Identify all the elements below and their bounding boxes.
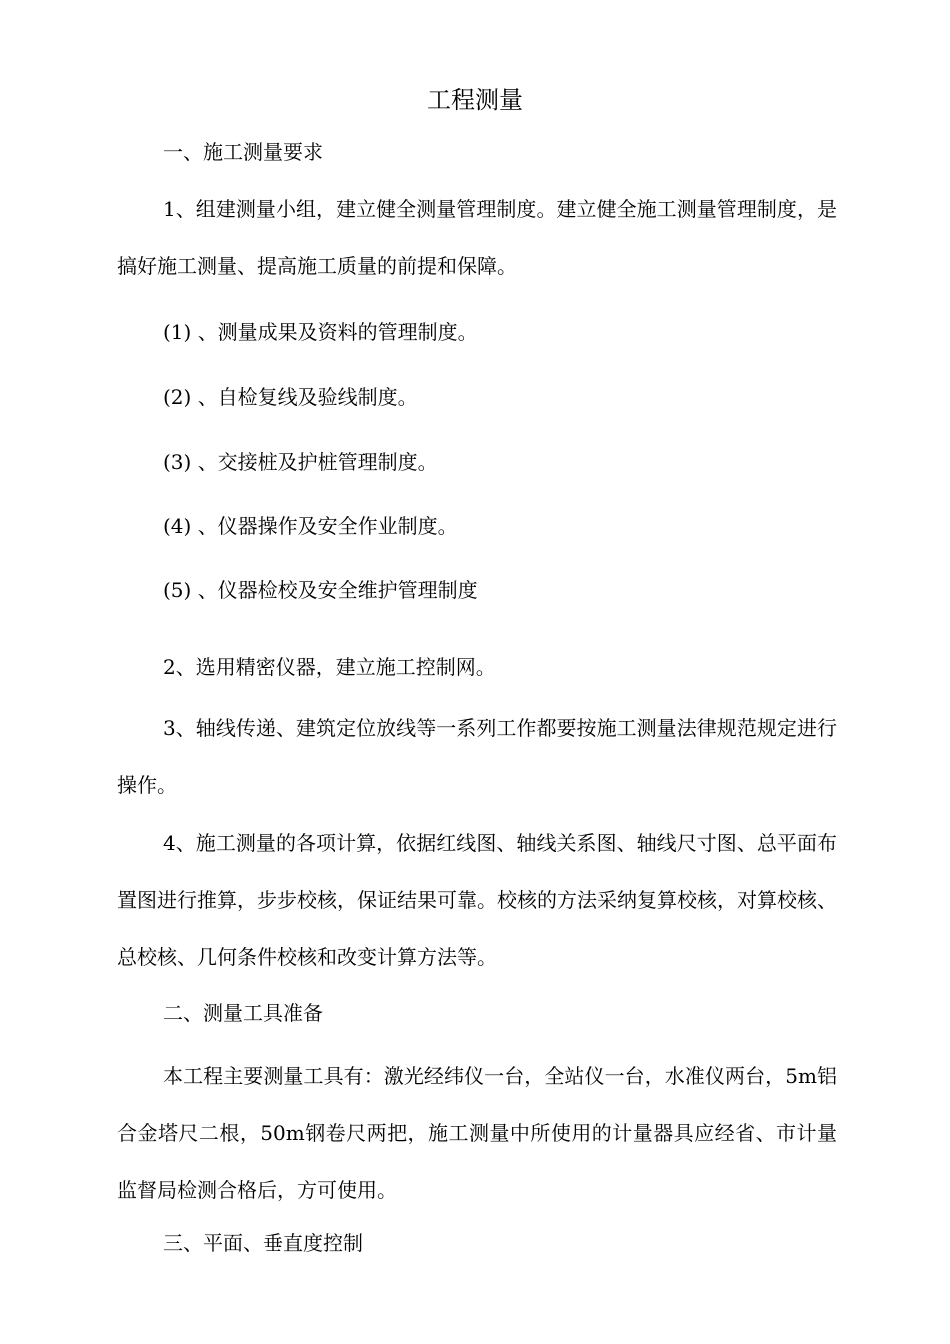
section-heading-2: 二、测量工具准备 — [163, 1001, 323, 1025]
list-item-2: (2) 、自检复线及验线制度。 — [163, 385, 418, 409]
paragraph-5: 本工程主要测量工具有：激光经纬仪一台，全站仪一台，水准仪两台，5m铝合金塔尺二根，50m钢卷尺两把，施工测量中所使用的计量器具应经省、市计量监督局检测合格后，方可使用。 — [117, 1064, 837, 1202]
paragraph-1: 1、组建测量小组，建立健全测量管理制度。建立健全施工测量管理制度，是搞好施工测量、提高施工质量的前提和保障。 — [117, 197, 837, 278]
paragraph-4: 4、施工测量的各项计算，依据红线图、轴线关系图、轴线尺寸图、总平面布置图进行推算，步步校核，保证结果可靠。校核的方法采纳复算校核，对算校核、总校核、几何条件校核和改变计算方法等。 — [117, 831, 837, 969]
list-item-3: (3) 、交接桩及护桩管理制度。 — [163, 450, 438, 474]
document-title: 工程测量 — [427, 86, 523, 114]
list-item-5: (5) 、仪器检校及安全维护管理制度 — [163, 578, 478, 602]
paragraph-3: 3、轴线传递、建筑定位放线等一系列工作都要按施工测量法律规范规定进行操作。 — [117, 716, 837, 797]
paragraph-2: 2、选用精密仪器，建立施工控制网。 — [163, 655, 496, 679]
section-heading-3: 三、平面、垂直度控制 — [163, 1231, 363, 1255]
list-item-4: (4) 、仪器操作及安全作业制度。 — [163, 514, 458, 538]
section-heading-1: 一、施工测量要求 — [163, 140, 323, 164]
list-item-1: (1) 、测量成果及资料的管理制度。 — [163, 320, 478, 344]
